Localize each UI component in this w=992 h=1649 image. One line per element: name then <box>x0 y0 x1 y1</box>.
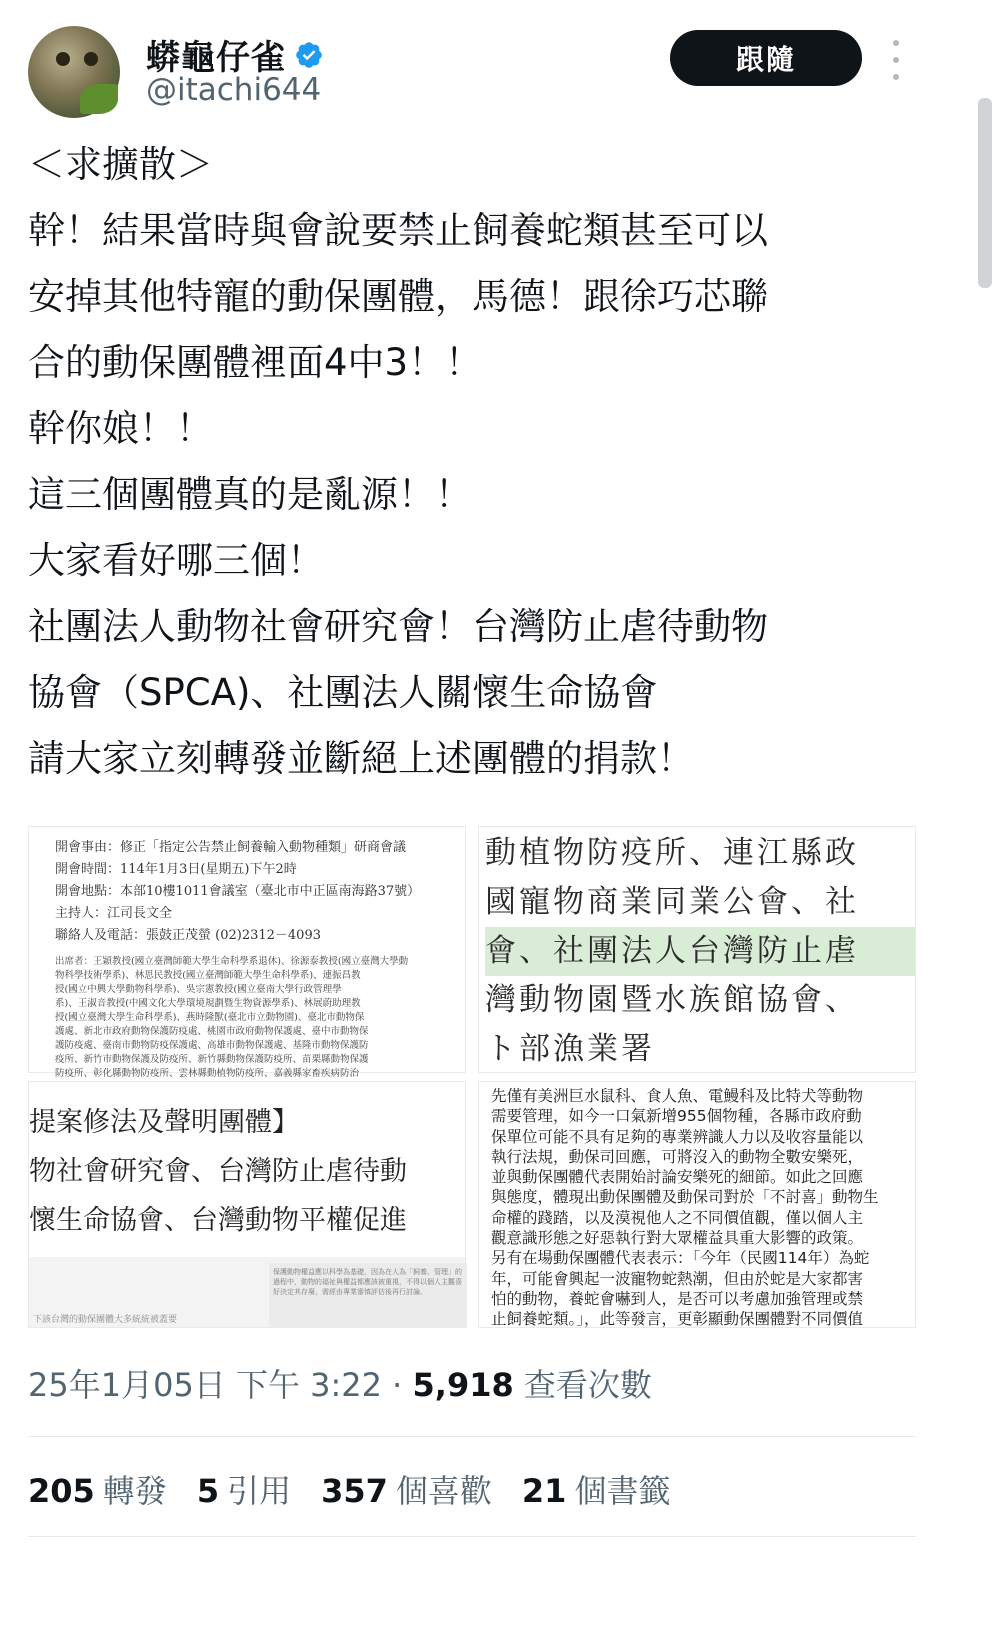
attendee-line: 出席者：王穎教授(國立臺灣師範大學生命科學系退休)、徐源泰教授(國立臺灣大學動 <box>55 956 409 967</box>
attendee-line: 物科學技術學系)、林思民教授(國立臺灣師範大學生命科學系)、連振昌教 <box>55 970 361 981</box>
paragraph-line: 並與動保團體代表開始討論安樂死的細節。如此之回應 <box>491 1168 864 1187</box>
notice-line: 開會時間：114年1月3日(星期五)下午2時 <box>55 862 297 877</box>
avatar-eye-left <box>56 52 70 66</box>
paragraph-line: 止飼養蛇類。」，此等發言，更彰顯動保團體對不同價值 <box>491 1310 864 1329</box>
paragraph-line: 怕的動物，養蛇會嚇到人，是否可以考慮加強管理或禁 <box>491 1289 864 1308</box>
attendee-line: 授(國立中興大學動物科學系)、吳宗憲教授(國立臺南大學行政管理學 <box>55 984 342 995</box>
zoom-line: 灣動物園暨水族館協會、 <box>485 982 859 1018</box>
quotes-stat[interactable] <box>197 1466 291 1512</box>
tweet-text-line: 安掉其他特寵的動保團體，馬德！跟徐巧芯聯 <box>28 275 768 318</box>
tweet-text-line: 幹你娘！！ <box>28 407 213 450</box>
screenshot-strip <box>29 1257 465 1327</box>
retweets-stat[interactable] <box>28 1466 167 1512</box>
follow-button[interactable]: 跟隨 <box>670 30 862 86</box>
likes-count: 357 <box>321 1472 388 1510</box>
retweets-label: 轉發 <box>102 1472 167 1510</box>
screenshot-subtext: 保護動物權益應以科學為基礎，因為在人為「飼養、管理」的過程中，動物的福祉與權益都應該被重視，不得以個人主觀喜好決定其存廢，需經由專業審慎評估後再行討論。 <box>269 1263 467 1327</box>
tweet-text-line: 這三個團體真的是亂源！！ <box>28 473 472 516</box>
notice-line: 開會事由：修正「指定公告禁止飼養輸入動物種類」研商會議 <box>55 840 407 855</box>
proposal-line: 懷生命協會、台灣動物平權促進 <box>29 1205 407 1236</box>
proposal-line: 物社會研究會、台灣防止虐待動 <box>29 1156 407 1187</box>
more-options-icon[interactable] <box>890 40 902 80</box>
paragraph-line: 先僅有美洲巨水鼠科、食人魚、電鰻科及比特犬等動物 <box>491 1087 864 1105</box>
paragraph-line: 觀意識形態之好惡執行對大眾權益具重大影響的政策。 <box>491 1229 864 1248</box>
paragraph-line: 年，可能會興起一波寵物蛇熱潮，但由於蛇是大家都害 <box>491 1269 864 1288</box>
screenshot-caption: 下該台灣的動保團體大多統統被蓋要 <box>33 1315 178 1325</box>
tweet-text-line: 幹！結果當時與會說要禁止飼養蛇類甚至可以 <box>28 209 768 252</box>
avatar[interactable] <box>28 26 120 118</box>
bookmarks-count: 21 <box>521 1472 567 1510</box>
paragraph-line: 另有在場動保團體代表表示：「今年（民國114年）為蛇 <box>491 1249 870 1268</box>
bookmarks-label: 個書籤 <box>574 1472 671 1510</box>
views-label: 查看次數 <box>513 1366 652 1404</box>
attendee-line: 防疫所、彰化縣動物防疫所、雲林縣動植物防疫所、嘉義縣家畜疾病防治 <box>55 1068 360 1079</box>
media-image-proposal[interactable] <box>28 1081 466 1328</box>
tweet-text-line: ＜求擴散＞ <box>28 143 213 186</box>
verified-badge-icon <box>294 40 324 70</box>
quotes-label: 引用 <box>227 1472 292 1510</box>
tweet-meta <box>28 1360 652 1406</box>
media-image-zoomed-text[interactable] <box>478 826 916 1073</box>
more-dot <box>893 74 899 80</box>
attendee-line: 系)、王淑音教授(中國文化大學環境規劃暨生物資源學系)、林展蔚助理教 <box>55 998 361 1009</box>
more-dot <box>893 40 899 46</box>
tweet-header <box>28 26 948 116</box>
zoom-line: 國寵物商業同業公會、社 <box>485 884 859 920</box>
retweets-count: 205 <box>28 1472 95 1510</box>
paragraph-line: 需要管理，如今一口氣新增955個物種，各縣市政府動 <box>491 1107 862 1126</box>
zoom-line: 動植物防疫所、連江縣政 <box>485 835 859 871</box>
tweet-text-line: 大家看好哪三個！ <box>28 539 324 582</box>
notice-line: 聯絡人及電話：張鼓正茂螢 (02)2312－4093 <box>55 928 321 943</box>
avatar-eye-right <box>84 52 98 66</box>
scrollbar[interactable] <box>978 98 992 288</box>
paragraph-line: 命權的踐踏，以及漠視他人之不同價值觀，僅以個人主 <box>491 1208 864 1227</box>
views-count: 5,918 <box>412 1366 514 1404</box>
display-name[interactable]: 蟒龜仔雀 <box>146 38 286 78</box>
paragraph-line: 執行法規，動保司回應，可將沒入的動物全數安樂死， <box>491 1147 864 1166</box>
zoom-line: ト部漁業署 <box>485 1031 655 1067</box>
divider <box>28 1536 916 1537</box>
avatar-leaf <box>80 84 118 114</box>
attendee-line: 護防疫處、臺南市動物防疫保護處、高雄市動物保護處、基隆市動物保護防 <box>55 1040 369 1051</box>
likes-label: 個喜歡 <box>395 1472 492 1510</box>
tweet-text-line: 請大家立刻轉發並斷絕上述團體的捐款！ <box>28 737 694 780</box>
bookmarks-stat[interactable] <box>522 1466 671 1512</box>
tweet-text-line: 協會（SPCA)、社團法人關懷生命協會 <box>28 671 658 714</box>
attendee-list <box>55 955 455 1095</box>
more-dot <box>893 57 899 63</box>
notice-line: 主持人：江司長文全 <box>55 906 173 921</box>
attendee-line: 護處、新北市政府動物保護防疫處、桃園市政府動物保護處、臺中市動物保 <box>55 1026 369 1037</box>
media-image-paragraph[interactable] <box>478 1081 916 1328</box>
proposal-line: 提案修法及聲明團體】 <box>29 1107 299 1138</box>
attendee-line: 疫所、新竹市動物保護及防疫所、新竹縣動物保護防疫所、苗栗縣動物保護 <box>55 1054 369 1065</box>
zoom-line-highlighted: 會、社團法人台灣防止虐 <box>485 927 915 976</box>
notice-line: 開會地點：本部10樓1011會議室（臺北市中正區南海路37號） <box>55 884 421 899</box>
paragraph-line: 保單位可能不具有足夠的專業辨識人力以及收容量能以 <box>491 1127 864 1146</box>
paragraph-line: 與態度，體現出動保團體及動保司對於「不討喜」動物生 <box>491 1188 879 1207</box>
tweet-text-line: 合的動保團體裡面4中3！！ <box>28 341 483 384</box>
engagement-stats <box>28 1466 670 1512</box>
tweet-text <box>28 132 928 792</box>
divider <box>28 1436 916 1437</box>
user-handle[interactable]: @itachi644 <box>146 72 322 108</box>
quotes-count: 5 <box>196 1472 220 1510</box>
timestamp[interactable]: 25年1月05日 下午 3:22 · <box>28 1366 413 1404</box>
likes-stat[interactable] <box>321 1466 492 1512</box>
attendee-line: 授(國立臺灣大學生命科學系)、燕時隆獸(臺北市立動物園)、臺北市動物保 <box>55 1012 365 1023</box>
tweet-text-line: 社團法人動物社會研究會！台灣防止虐待動物 <box>28 605 768 648</box>
media-image-meeting-notice[interactable] <box>28 826 466 1079</box>
media-grid <box>28 826 916 1328</box>
